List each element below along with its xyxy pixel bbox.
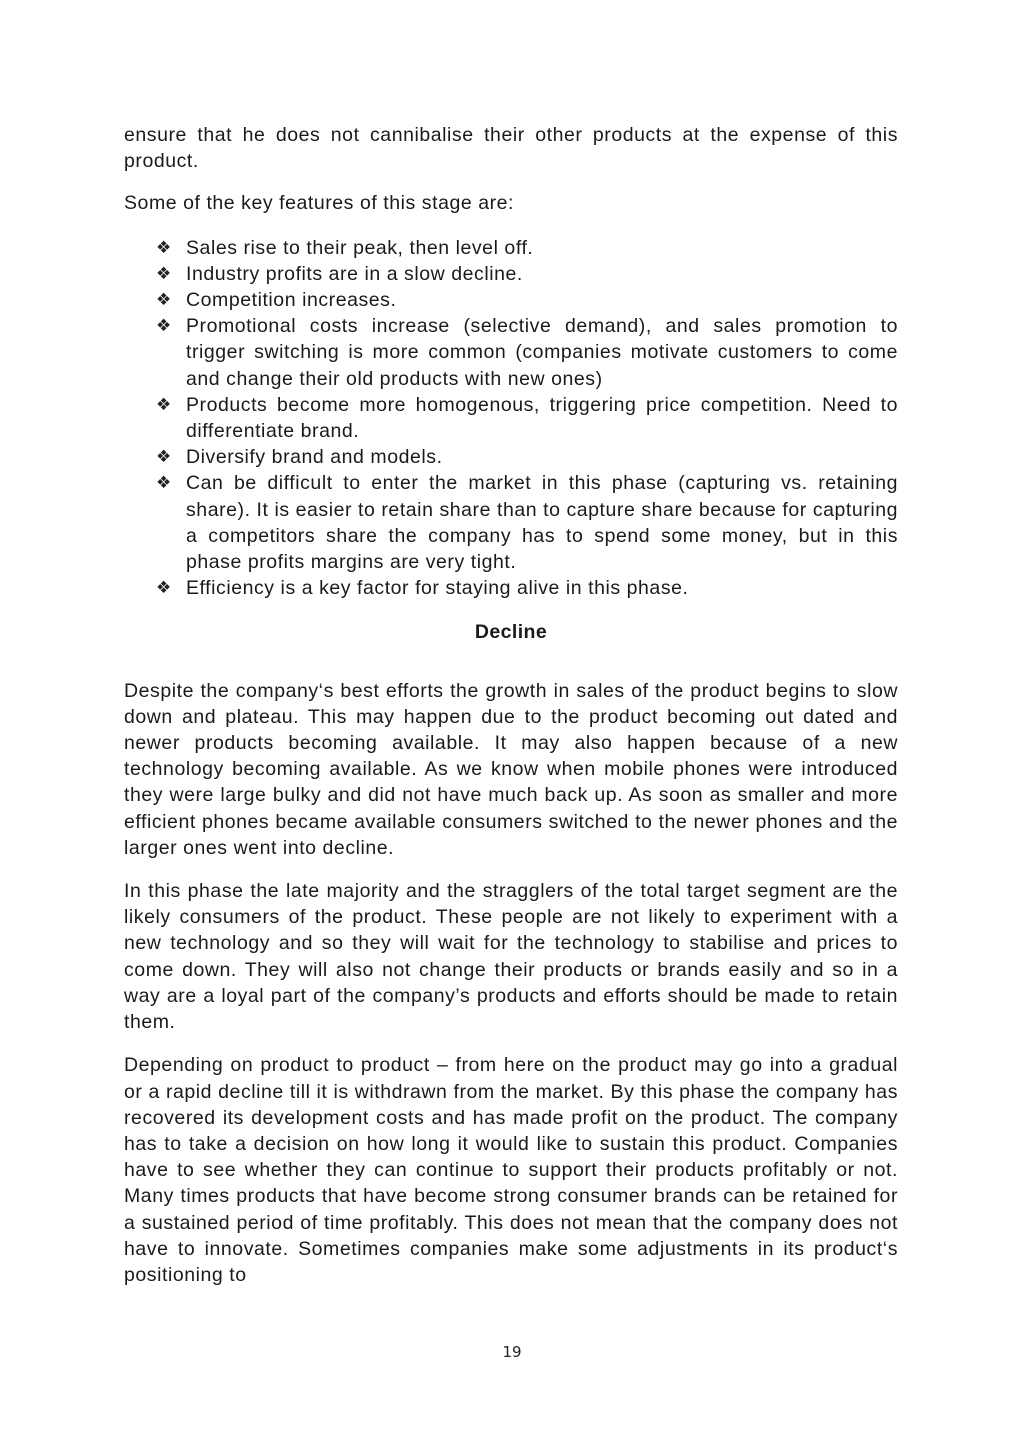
diamond-cross-bullet-icon: ❖: [156, 316, 172, 337]
list-item: ❖ Industry profits are in a slow decline.: [186, 261, 898, 287]
diamond-cross-bullet-icon: ❖: [156, 473, 172, 494]
diamond-cross-bullet-icon: ❖: [156, 290, 172, 311]
page-number: 19: [502, 1343, 522, 1361]
section-heading-decline: Decline: [474, 621, 548, 644]
list-item: ❖ Sales rise to their peak, then level off.: [186, 235, 898, 261]
decline-paragraph: In this phase the late majority and the stragglers of the total target segment are the likely consumers of the product. These people are not likely to experiment with a new technology and so they will wait for the technology to stabilise and prices to come down. They will also not change their products or brands easily and so in a way are a loyal part of the company’s products and efforts should be made to retain them.: [124, 880, 898, 1034]
diamond-cross-bullet-icon: ❖: [156, 447, 172, 468]
diamond-cross-bullet-icon: ❖: [156, 263, 172, 284]
diamond-cross-bullet-icon: ❖: [156, 578, 172, 599]
list-item: ❖ Diversify brand and models.: [186, 444, 898, 470]
continuation-paragraph: ensure that he does not cannibalise their other products at the expense of this product.: [124, 124, 898, 173]
document-page: [124, 122, 898, 1305]
list-item: ❖ Products become more homogenous, triggering price competition. Need to differentiate brand.: [156, 393, 898, 443]
diamond-cross-bullet-icon: ❖: [156, 237, 172, 258]
key-features-intro: Some of the key features of this stage are:: [124, 192, 515, 215]
decline-paragraph: Depending on product to product – from here on the product may go into a gradual or a rapid decline till it is withdrawn from the market. By this phase the company has recovered its development costs and has made profit on the product. The company has to take a decision on how long it would like to sustain this product. Companies have to see whether they can continue to support their products profitably or not. Many times products that have become strong consumer brands can be retained for a sustained period of time profitably. This does not mean that the company does not have to innovate. Sometimes companies make some adjustments in its product‘s positioning to: [124, 1054, 898, 1286]
diamond-cross-bullet-icon: ❖: [156, 394, 172, 415]
list-item: ❖ Competition increases.: [186, 287, 898, 313]
list-item: ❖ Can be difficult to enter the market in this phase (capturing vs. retaining share). It is easier to retain share than to capture share because for capturing a competitors share the company has to spend some money, but in this phase profits margins are very tight.: [156, 472, 898, 574]
key-features-list: [124, 235, 898, 602]
list-item: ❖ Promotional costs increase (selective demand), and sales promotion to trigger switching is more common (companies motivate customers to come and change their old products with new ones): [156, 315, 898, 390]
list-item: ❖ Efficiency is a key factor for staying alive in this phase.: [186, 575, 898, 601]
decline-paragraph: Despite the company‘s best efforts the growth in sales of the product begins to slow down and plateau. This may happen due to the product becoming out dated and newer products becoming available. It may also happen because of a new technology becoming available. As we know when mobile phones were introduced they were large bulky and did not have much back up. As soon as smaller and more efficient phones became available consumers switched to the newer phones and the larger ones went into decline.: [124, 679, 898, 859]
